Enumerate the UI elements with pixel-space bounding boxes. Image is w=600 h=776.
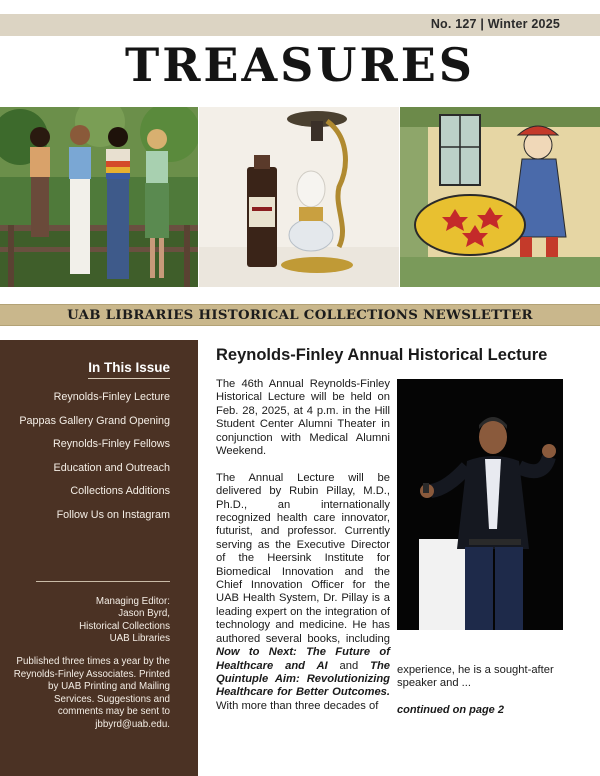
article-continuation: experience, he is a sought-after speaker and ... [397, 664, 554, 690]
article-title: Reynolds-Finley Annual Historical Lecture [216, 346, 548, 364]
article-text-a: The Annual Lecture will be delivered by Rubin Pillay, M.D., Ph.D., an internationally recognized health care innovator, futurist, and professor. Currently serving as the Executive Director of the Heersink Institute for Biomedical Innovation and the Chief Innovation Officer for the UAB Health System, Dr. Pillay is a leading expert on the integration of technology and medicine. He has authored several books, including [216, 471, 390, 645]
editor-line-1: Managing Editor: [95, 596, 170, 607]
article-text-c: With more than three decades of [216, 699, 379, 712]
article-paragraph-2 [216, 472, 390, 713]
speaker-photo [397, 379, 563, 630]
sidebar-title: In This Issue [88, 360, 170, 379]
issue-contents-list [10, 390, 170, 531]
article-paragraph-1: The 46th Annual Reynolds-Finley Historical Lecture will be held on Feb. 28, 2025, at 4 p.m. in the Hill Student Center Alumni Theater in conjunction with Medical Alumni Weekend. [216, 378, 390, 458]
sidebar [0, 340, 198, 776]
continued-link[interactable]: continued on page 2 [397, 704, 504, 716]
antique-bottle-lamp-photo [199, 107, 399, 287]
book-title-2: The Quintuple Aim: Revolutionizing Healthcare for Better Outcomes. [216, 659, 390, 699]
article-body [216, 378, 390, 727]
contents-item-collections[interactable]: Collections Additions [70, 485, 170, 497]
sidebar-divider [36, 581, 170, 582]
contents-item-lecture[interactable]: Reynolds-Finley Lecture [53, 391, 170, 403]
publication-info: Published three times a year by the Reynolds-Finley Associates. Printed by UAB Printing and Mailing Services. Suggestions and comments may be sent to jbbyrd@uab.edu. [13, 656, 170, 730]
photo-strip [0, 107, 600, 287]
issue-bar [0, 14, 600, 36]
contents-item-instagram[interactable]: Follow Us on Instagram [56, 508, 170, 521]
newsletter-subtitle: UAB LIBRARIES HISTORICAL COLLECTIONS NEWSLETTER [67, 308, 533, 323]
editor-line-4: UAB Libraries [109, 633, 170, 645]
editor-line-2: Jason Byrd, [118, 608, 170, 620]
article-text-b: and [327, 659, 371, 672]
issue-number: No. 127 | Winter 2025 [430, 17, 560, 31]
vintage-group-photo [0, 107, 198, 287]
contents-item-education[interactable]: Education and Outreach [53, 461, 170, 474]
book-title-1: Now to Next: The Future of Healthcare and AI [216, 646, 390, 672]
editor-line-3: Historical Collections [79, 620, 170, 632]
editor-credit [20, 596, 170, 646]
newsletter-subtitle-band [0, 304, 600, 326]
woodcut-illustration [400, 107, 600, 287]
newsletter-title: TREASURES [124, 38, 476, 92]
contents-item-fellows[interactable]: Reynolds-Finley Fellows [52, 438, 170, 450]
contents-item-gallery[interactable]: Pappas Gallery Grand Opening [19, 414, 170, 427]
